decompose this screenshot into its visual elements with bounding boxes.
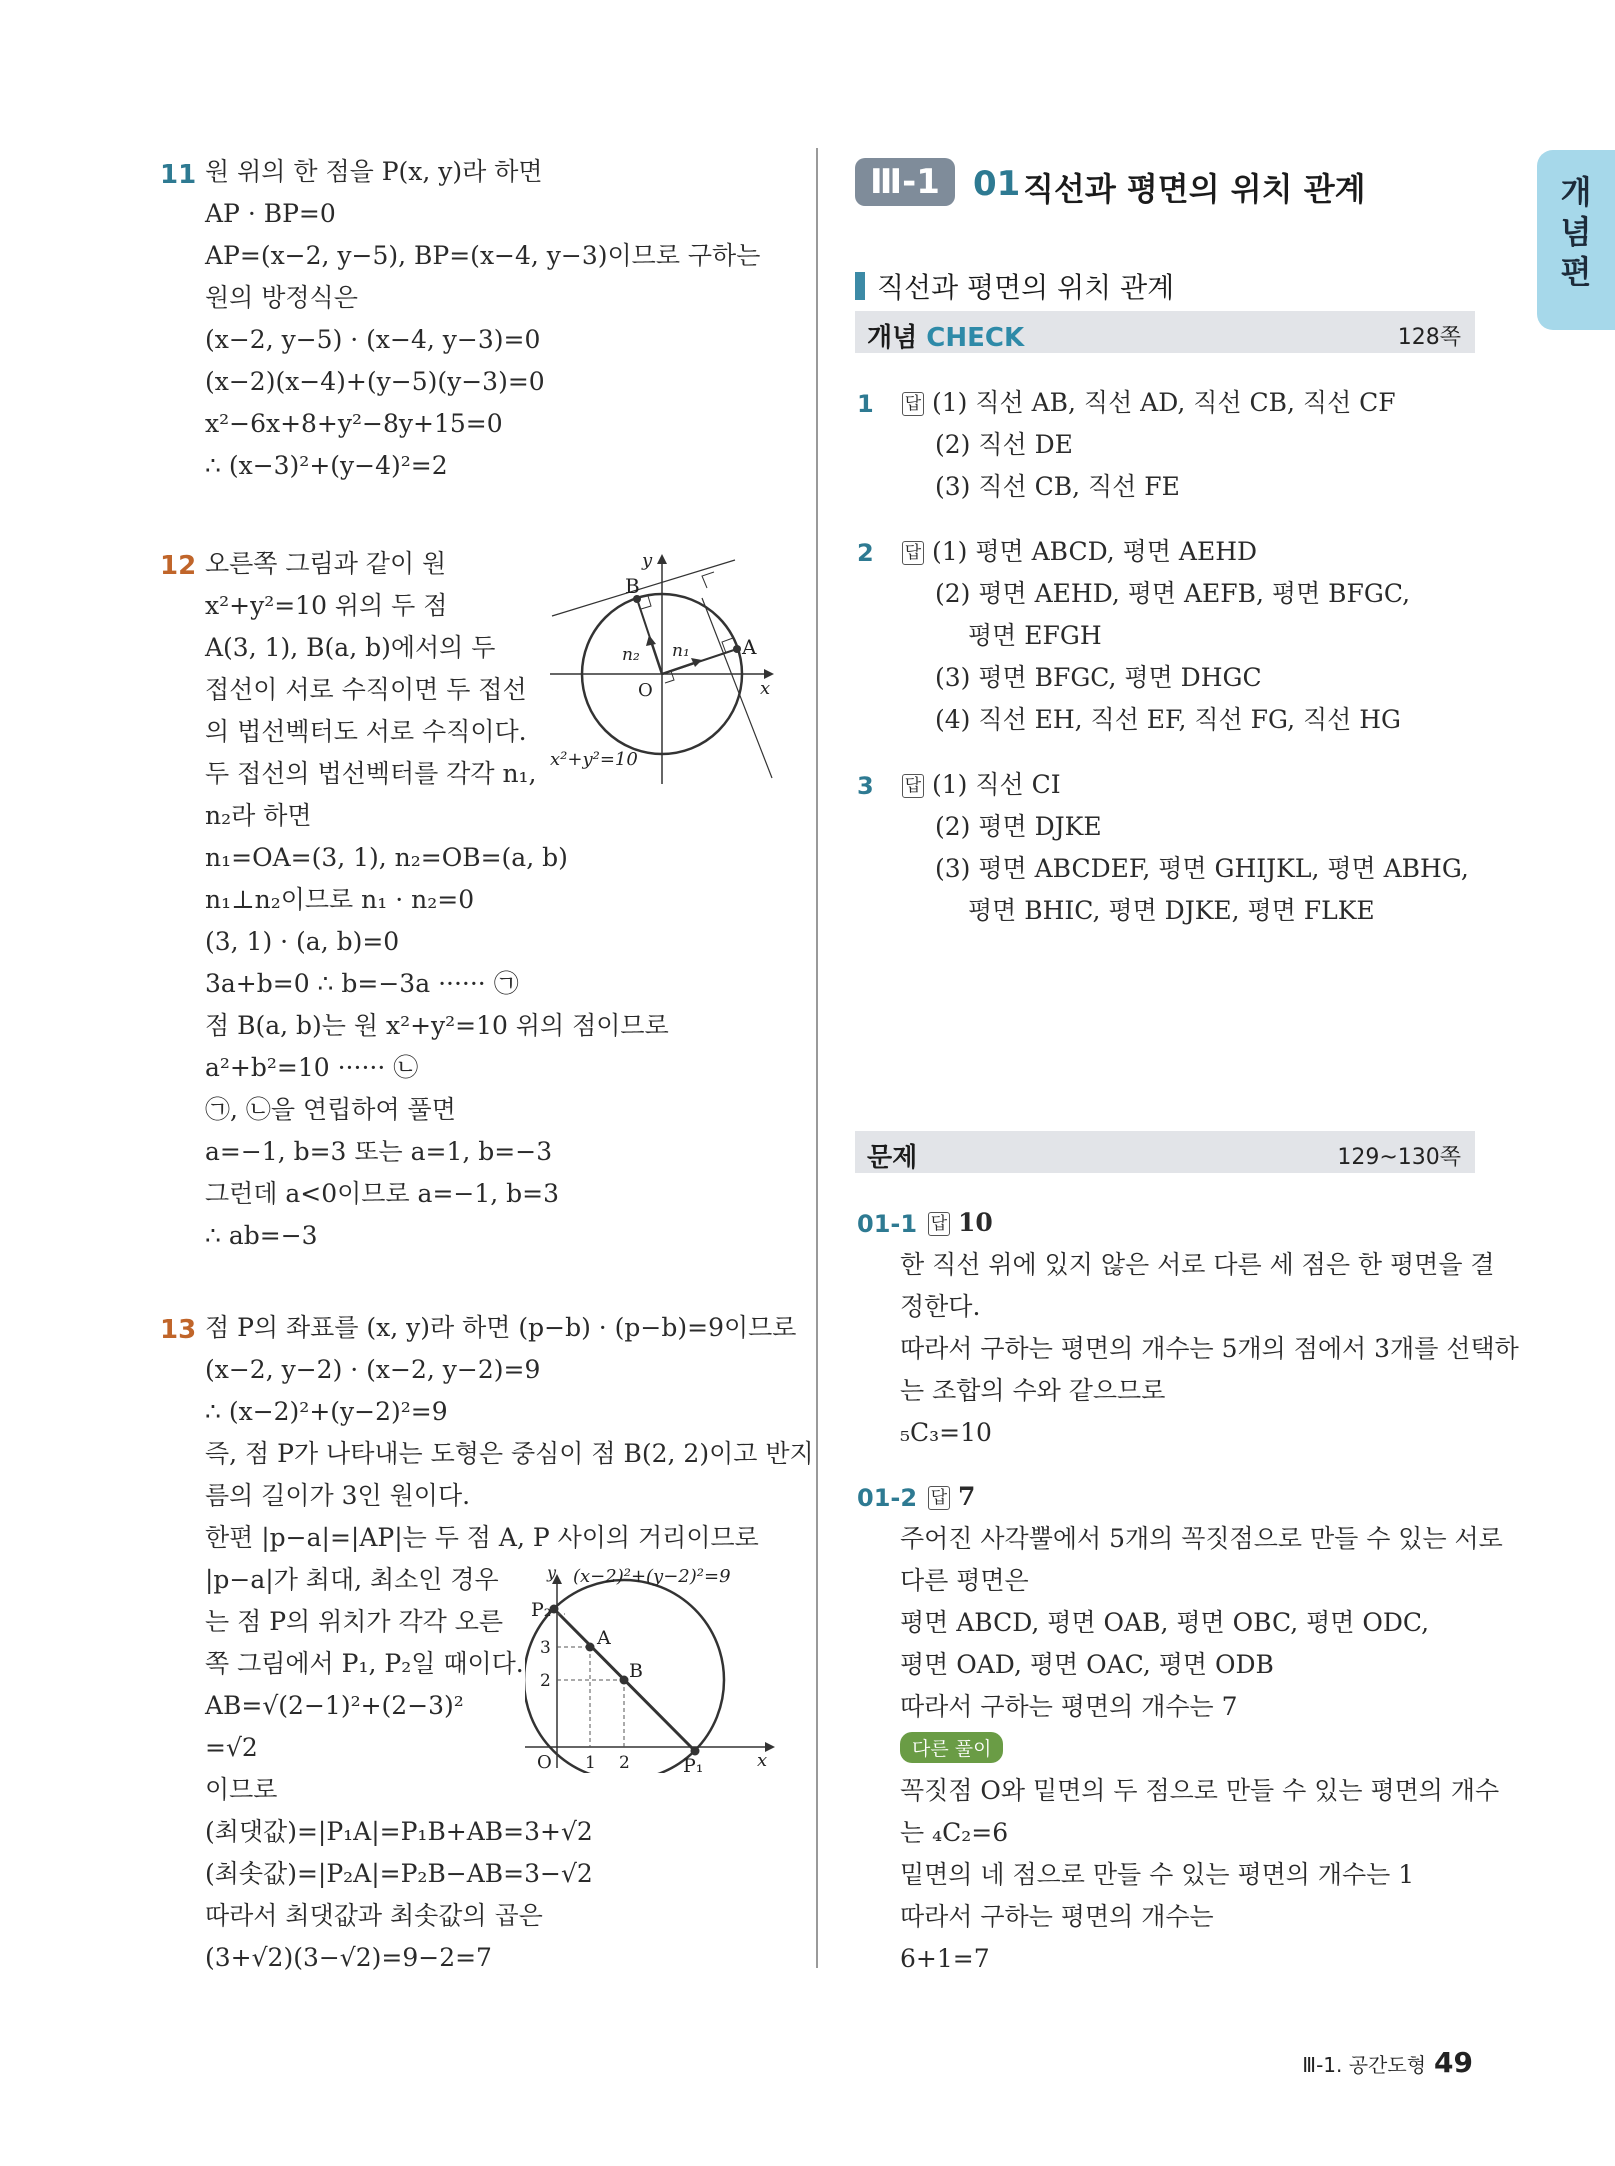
- text-line: 는 점 P의 위치가 각각 오른: [205, 1607, 504, 1636]
- text-line: (x−2, y−2) · (x−2, y−2)=9: [205, 1355, 541, 1384]
- point-p2-label: P₂: [531, 1599, 552, 1621]
- answer-mark: 답: [902, 541, 924, 565]
- text-line: 점 B(a, b)는 원 x²+y²=10 위의 점이므로: [205, 1011, 669, 1040]
- text-line: AP · BP=0: [205, 199, 336, 228]
- y-axis-label: y: [642, 550, 653, 571]
- text-line: 따라서 구하는 평면의 개수는: [900, 1902, 1214, 1931]
- point-a-label: A: [597, 1627, 611, 1649]
- origin-label: O: [537, 1752, 552, 1773]
- text-line: (3+√2)(3−√2)=9−2=7: [205, 1943, 492, 1972]
- answer-mark: 답: [928, 1486, 950, 1510]
- text-line: 한편 |p−a|=|AP|는 두 점 A, P 사이의 거리이므로: [205, 1523, 759, 1552]
- text-line: 그런데 a<0이므로 a=−1, b=3: [205, 1179, 560, 1208]
- concept-check-label: [867, 317, 1024, 354]
- text-line: 접선이 서로 수직이면 두 접선: [205, 675, 527, 704]
- text-line: 따라서 구하는 평면의 개수는 5개의 점에서 3개를 선택하: [900, 1334, 1519, 1363]
- circle-equation-label: x²+y²=10: [550, 749, 638, 770]
- text-line: 는 ₄C₂=6: [900, 1818, 1009, 1847]
- concept-label-prefix: 개념: [867, 323, 927, 353]
- problem-number: 11: [160, 160, 197, 190]
- x-axis-label: x: [757, 1750, 768, 1771]
- n1-label: n₁: [672, 641, 690, 661]
- text-line: 정한다.: [900, 1292, 981, 1321]
- column-divider: [816, 148, 818, 1968]
- text-line: AB=√(2−1)²+(2−3)²: [205, 1691, 464, 1720]
- subheading-marker: [855, 272, 865, 300]
- text-line: n₂라 하면: [205, 801, 312, 830]
- problem-label: 01-2: [857, 1484, 918, 1512]
- text-line: ∴ (x−2)²+(y−2)²=9: [205, 1397, 448, 1426]
- tab-char: 편: [1560, 253, 1592, 291]
- answer-line: 답 (1) 직선 AB, 직선 AD, 직선 CB, 직선 CF: [902, 388, 1396, 418]
- text-line: 평면 ABCD, 평면 OAB, 평면 OBC, 평면 ODC,: [900, 1608, 1430, 1637]
- answer-line: (4) 직선 EH, 직선 EF, 직선 FG, 직선 HG: [935, 705, 1401, 734]
- question-number: 1: [857, 390, 874, 418]
- subheading: [855, 266, 1174, 306]
- n2-label: n₂: [622, 645, 640, 665]
- answer-line: 평면 BHIC, 평면 DJKE, 평면 FLKE: [968, 896, 1375, 925]
- text-line: (최댓값)=|P₁A|=P₁B+AB=3+√2: [205, 1817, 593, 1846]
- alternate-solution-badge: 다른 풀이: [900, 1732, 1003, 1763]
- answer-mark: 답: [902, 774, 924, 798]
- page-footer: [1302, 2046, 1473, 2079]
- text-line: 쪽 그림에서 P₁, P₂일 때이다.: [205, 1649, 524, 1678]
- text-line: (x−2, y−5) · (x−4, y−3)=0: [205, 325, 541, 354]
- text-line: 6+1=7: [900, 1944, 990, 1973]
- y-tick-3: 3: [540, 1638, 551, 1658]
- text-line: 3a+b=0 ∴ b=−3a ······ ㉠: [205, 969, 519, 998]
- text-line: ∴ (x−3)²+(y−4)²=2: [205, 451, 448, 480]
- circle-equation-label: (x−2)²+(y−2)²=9: [573, 1568, 731, 1587]
- text-line: n₁⊥n₂이므로 n₁ · n₂=0: [205, 885, 475, 914]
- page-number: 49: [1434, 2046, 1473, 2079]
- text-line: AP=(x−2, y−5), BP=(x−4, y−3)이므로 구하는: [205, 241, 761, 270]
- circle-distance-figure: [525, 1568, 785, 1773]
- problem-number: 13: [160, 1315, 197, 1345]
- text-line: 원 위의 한 점을 P(x, y)라 하면: [205, 157, 543, 186]
- answer-line: (2) 평면 AEHD, 평면 AEFB, 평면 BFGC,: [935, 579, 1411, 608]
- section-badge: Ⅲ-1: [855, 158, 955, 206]
- text-line: 이므로: [205, 1775, 278, 1804]
- text-line: 평면 OAD, 평면 OAC, 평면 ODB: [900, 1650, 1274, 1679]
- answer-line: 평면 EFGH: [968, 621, 1102, 650]
- tab-char: 념: [1560, 213, 1592, 251]
- text-line: 따라서 구하는 평면의 개수는 7: [900, 1692, 1238, 1721]
- text-line: =√2: [205, 1733, 258, 1762]
- tab-char: 개: [1560, 173, 1592, 211]
- x-tick-1: 1: [585, 1753, 596, 1773]
- text-line: ∴ ab=−3: [205, 1221, 318, 1250]
- side-tab: [1537, 150, 1615, 330]
- problem-bar: [855, 1131, 1475, 1173]
- chapter-label: Ⅲ-1. 공간도형: [1302, 2053, 1427, 2077]
- answer-line: (2) 직선 DE: [935, 430, 1073, 459]
- text-line: 오른쪽 그림과 같이 원: [205, 549, 447, 578]
- answer-line: (3) 직선 CB, 직선 FE: [935, 472, 1180, 501]
- text-line: 두 접선의 법선벡터를 각각 n₁,: [205, 759, 537, 788]
- text-line: 는 조합의 수와 같으므로: [900, 1376, 1166, 1405]
- text-line: a=−1, b=3 또는 a=1, b=−3: [205, 1137, 553, 1166]
- text-line: 다른 평면은: [900, 1566, 1029, 1595]
- answer-line: (3) 평면 ABCDEF, 평면 GHIJKL, 평면 ABHG,: [935, 854, 1469, 883]
- answer-mark: 답: [928, 1212, 950, 1236]
- subheading-text: 직선과 평면의 위치 관계: [877, 271, 1175, 304]
- text-line: (최솟값)=|P₂A|=P₂B−AB=3−√2: [205, 1859, 593, 1888]
- question-number: 3: [857, 772, 874, 800]
- text-line: n₁=OA=(3, 1), n₂=OB=(a, b): [205, 843, 568, 872]
- origin-label: O: [638, 680, 653, 701]
- section-title: 직선과 평면의 위치 관계: [1023, 170, 1366, 208]
- text-line: x²−6x+8+y²−8y+15=0: [205, 409, 503, 438]
- y-axis-label: y: [547, 1568, 557, 1582]
- text-line: ㉠, ㉡을 연립하여 풀면: [205, 1095, 456, 1124]
- text-line: 원의 방정식은: [205, 283, 358, 312]
- problem-bar-page: 129~130쪽: [1337, 1145, 1461, 1170]
- text-line: |p−a|가 최대, 최소인 경우: [205, 1565, 499, 1594]
- answer-mark: 답: [902, 392, 924, 416]
- text-line: 점 P의 좌표를 (x, y)라 하면 (p−b) · (p−b)=9이므로: [205, 1313, 797, 1342]
- text-line: (3, 1) · (a, b)=0: [205, 927, 400, 956]
- text-line: 꼭짓점 O와 밑면의 두 점으로 만들 수 있는 평면의 개수: [900, 1776, 1500, 1805]
- problem-number: 12: [160, 551, 197, 581]
- text-line: 즉, 점 P가 나타내는 도형은 중심이 점 B(2, 2)이고 반지: [205, 1439, 814, 1468]
- concept-check-bar: [855, 311, 1475, 353]
- point-b-label: B: [625, 574, 640, 598]
- point-a-label: A: [742, 635, 757, 659]
- y-tick-2: 2: [540, 1671, 551, 1691]
- text-line: A(3, 1), B(a, b)에서의 두: [205, 633, 496, 662]
- concept-check-page: 128쪽: [1397, 325, 1461, 350]
- x-axis-label: x: [760, 678, 771, 699]
- circle-tangent-figure: [550, 548, 780, 788]
- text-line: 름의 길이가 3인 원이다.: [205, 1481, 471, 1510]
- answer-line: (2) 평면 DJKE: [935, 812, 1102, 841]
- text-line: 의 법선벡터도 서로 수직이다.: [205, 717, 527, 746]
- text-line: 한 직선 위에 있지 않은 서로 다른 세 점은 한 평면을 결: [900, 1250, 1495, 1279]
- section-number: 01: [973, 164, 1021, 204]
- point-b-label: B: [629, 1660, 643, 1682]
- answer-line: 답 (1) 평면 ABCD, 평면 AEHD: [902, 537, 1257, 567]
- answer-line: (3) 평면 BFGC, 평면 DHGC: [935, 663, 1262, 692]
- answer-line: 답 (1) 직선 CI: [902, 770, 1061, 800]
- text-line: (x−2)(x−4)+(y−5)(y−3)=0: [205, 367, 545, 396]
- text-line: 따라서 최댓값과 최솟값의 곱은: [205, 1901, 543, 1930]
- answer-line: 답 7: [928, 1482, 975, 1512]
- x-tick-2: 2: [619, 1753, 630, 1773]
- concept-label-accent: CHECK: [926, 323, 1025, 353]
- problem-bar-label: 문제: [867, 1143, 918, 1173]
- text-line: 주어진 사각뿔에서 5개의 꼭짓점으로 만들 수 있는 서로: [900, 1524, 1503, 1553]
- answer-line: 답 10: [928, 1208, 993, 1238]
- problem-label: 01-1: [857, 1210, 918, 1238]
- question-number: 2: [857, 539, 874, 567]
- point-p1-label: P₁: [683, 1755, 704, 1773]
- text-line: a²+b²=10 ······ ㉡: [205, 1053, 419, 1082]
- text-line: 밑면의 네 점으로 만들 수 있는 평면의 개수는 1: [900, 1860, 1415, 1889]
- text-line: ₅C₃=10: [900, 1418, 992, 1447]
- text-line: x²+y²=10 위의 두 점: [205, 591, 448, 620]
